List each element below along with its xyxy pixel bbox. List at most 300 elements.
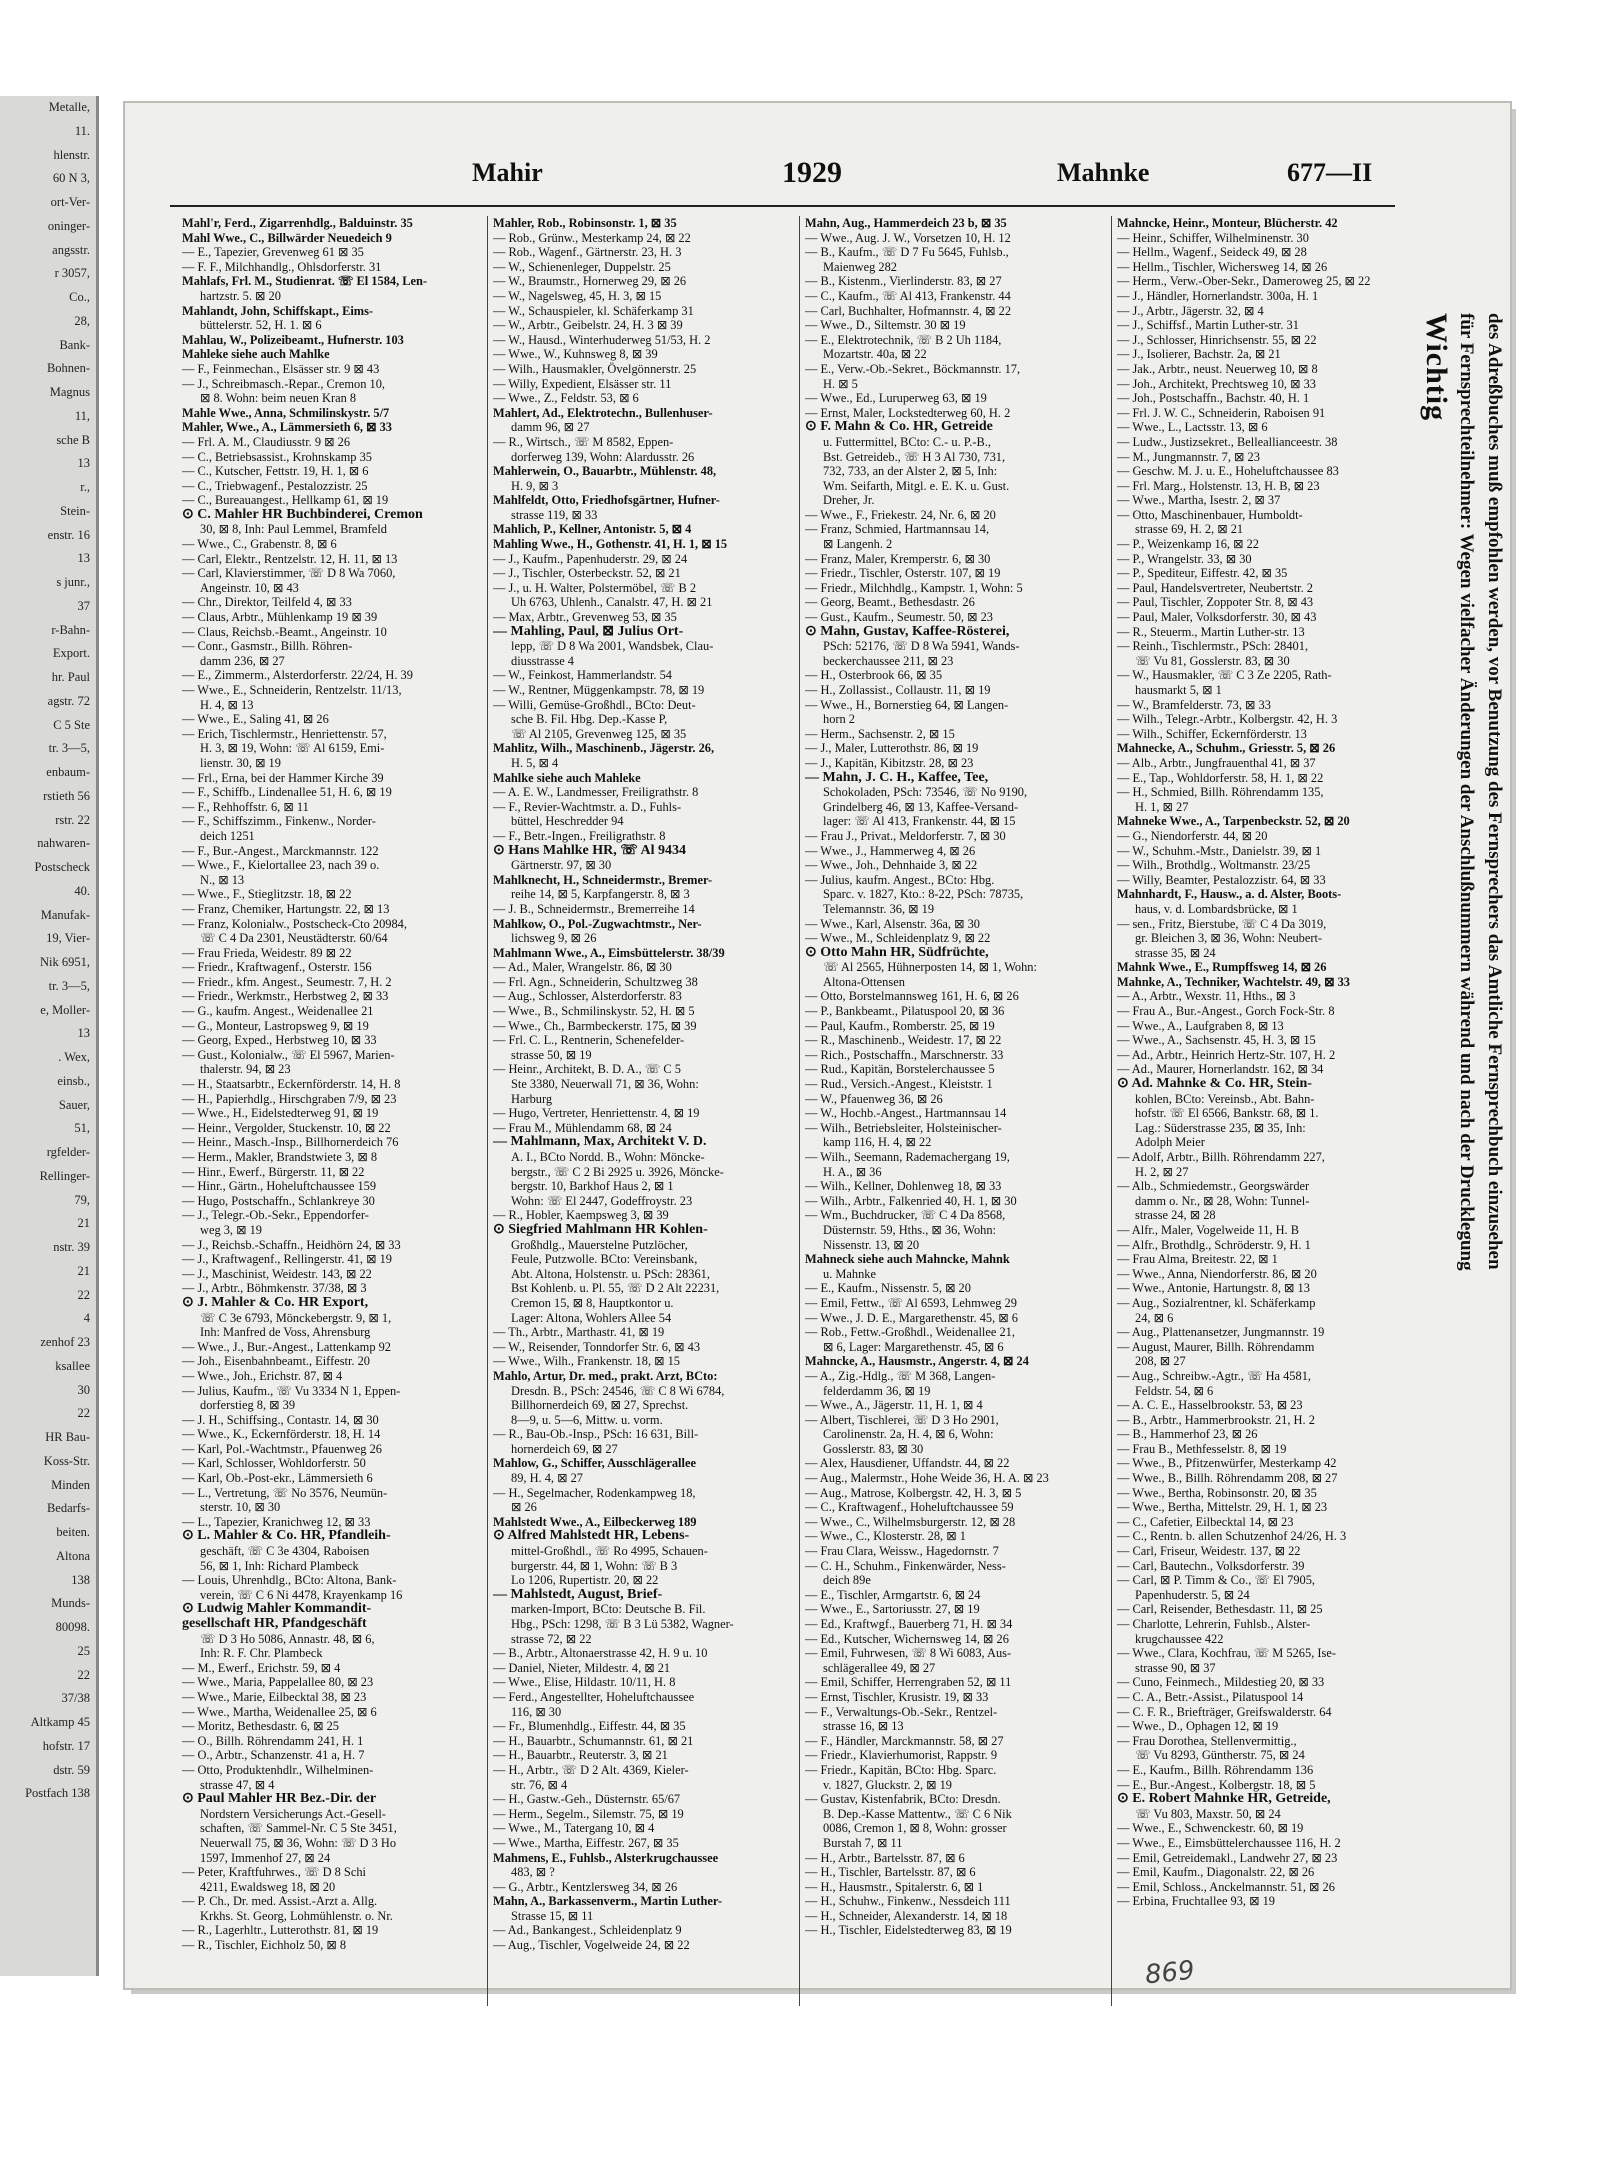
fragment-text: . Wex,	[58, 1050, 90, 1064]
fragment-text: Altkamp 45	[30, 1715, 90, 1729]
directory-entry: — Wwe., Z., Feldstr. 53, ⊠ 6	[493, 391, 639, 406]
directory-entry: — Wwe., J., Hammerweg 4, ⊠ 26	[805, 843, 976, 858]
directory-entry: deich 89e	[823, 1573, 871, 1588]
directory-entry: — Carl, Elektr., Rentzelstr. 12, H. 11, ⊠ 13	[182, 551, 398, 566]
directory-entry: — C., Kaufm., ☏ Al 413, Frankenstr. 44	[805, 288, 1011, 303]
directory-entry: — R., Hobler, Kaempsweg 3, ⊠ 39	[493, 1208, 669, 1223]
directory-entry: — E., Tapezier, Grevenweg 61 ⊠ 35	[182, 245, 364, 260]
directory-entry: — Willy, Expedient, Elsässer str. 11	[493, 376, 672, 391]
directory-entry: — Wwe., H., Eidelstedterweg 91, ⊠ 19	[182, 1106, 379, 1121]
directory-entry: — Albert, Tischlerei, ☏ D 3 Ho 2901,	[805, 1412, 999, 1427]
directory-entry: hornerdeich 69, ⊠ 27	[511, 1441, 618, 1456]
directory-entry: — Aug., Matrose, Kolbergstr. 42, H. 3, ⊠ 5	[805, 1485, 1022, 1500]
directory-entry: — B., Hammerhof 23, ⊠ 26	[1117, 1427, 1258, 1442]
header-last-name: Mahnke	[1057, 158, 1150, 187]
directory-entry: — H., Arbtr., Bartelsstr. 87, ⊠ 6	[805, 1850, 965, 1865]
directory-column-1	[182, 216, 480, 2006]
directory-entry: — Frau Clara, Weissw., Hagedornstr. 7	[805, 1544, 999, 1559]
directory-entry: — E., Kaufm., Billh. Röhrendamm 136	[1117, 1762, 1314, 1777]
directory-entry: — P., Weizenkamp 16, ⊠ 22	[1117, 537, 1259, 552]
directory-entry: — Wwe., Martha, Weidenallee 25, ⊠ 6	[182, 1704, 377, 1719]
directory-entry: — Claus, Reichsb.-Beamt., Angeinstr. 10	[182, 624, 387, 639]
directory-entry: — Frl. Marg., Holstenstr. 13, H. B, ⊠ 23	[1117, 478, 1320, 493]
directory-column-4	[1117, 216, 1407, 2006]
directory-entry: — Aug., Sozialrentner, kl. Schäferkamp	[1117, 1295, 1316, 1310]
directory-entry: gr. Bleichen 3, ⊠ 36, Wohn: Neubert-	[1135, 931, 1323, 946]
directory-entry: — Heinr., Schiffer, Wilhelminenstr. 30	[1117, 230, 1309, 245]
fragment-text: Rellinger-	[39, 1168, 90, 1183]
directory-entry: — Frau B., Methfesselstr. 8, ⊠ 19	[1117, 1441, 1287, 1456]
directory-entry: — Wilh., Arbtr., Falkenried 40, H. 1, ⊠ 30	[805, 1193, 1017, 1208]
directory-entry: Papenhuderstr. 5, ⊠ 24	[1135, 1587, 1250, 1602]
directory-entry: — Alb., Schmiedemstr., Georgswärder	[1117, 1179, 1310, 1194]
directory-entry: diusstrasse 4	[511, 653, 574, 668]
directory-entry: Mahl Wwe., C., Billwärder Neuedeich 9	[182, 230, 392, 245]
fragment-text: 22	[77, 1667, 90, 1682]
directory-entry: 8—9, u. 5—6, Mittw. u. vorm.	[511, 1412, 663, 1427]
directory-entry: — Conr., Gasmstr., Billh. Röhren-	[182, 639, 353, 654]
directory-entry: — Ad., Arbtr., Heinrich Hertz-Str. 107, H. 2	[1117, 1047, 1336, 1062]
directory-entry: — Frau A., Bur.-Angest., Gorch Fock-Str. 8	[1117, 1004, 1335, 1019]
directory-entry: — Wilh., Hausmakler, Övelgönnerstr. 25	[493, 361, 697, 376]
directory-entry: Wohn: ☏ El 2447, Godeffroystr. 23	[511, 1193, 693, 1208]
directory-entry: ⊙ L. Mahler & Co. HR, Pfandleih-	[182, 1529, 391, 1544]
directory-entry: — W., Schienenleger, Duppelstr. 25	[493, 259, 671, 274]
directory-entry: Mahlert, Ad., Elektrotechn., Bullenhuser-	[493, 405, 713, 420]
directory-entry: 116, ⊠ 30	[511, 1704, 562, 1719]
directory-entry: — Wilh., Kellner, Dohlenweg 18, ⊠ 33	[805, 1179, 1002, 1194]
directory-entry: — Wwe., Martha, Isestr. 2, ⊠ 37	[1117, 493, 1281, 508]
directory-entry: Harburg	[511, 1091, 553, 1106]
directory-entry: — Paul, Tischler, Zoppoter Str. 8, ⊠ 43	[1117, 595, 1314, 610]
fragment-text: r-Bahn-	[51, 622, 90, 637]
fragment-text: 13	[77, 456, 90, 471]
directory-entry: — W., Bramfelderstr. 73, ⊠ 33	[1117, 697, 1271, 712]
directory-entry: Mahlow, G., Schiffer, Ausschlägerallee	[493, 1456, 696, 1471]
directory-entry: — Wwe., W., Kuhnsweg 8, ⊠ 39	[493, 347, 658, 362]
fragment-text: s junr.,	[56, 575, 90, 589]
directory-entry: — Carl, Friseur, Weidestr. 137, ⊠ 22	[1117, 1544, 1301, 1559]
directory-entry: H. 2, ⊠ 27	[1135, 1164, 1189, 1179]
directory-entry: — Wwe., F., Kielortallee 23, nach 39 o.	[182, 858, 380, 873]
directory-entry: — Mahlstedt, August, Brief-	[493, 1587, 663, 1602]
directory-entry: Cremon 15, ⊠ 8, Hauptkontor u.	[511, 1295, 674, 1310]
directory-entry: Strasse 15, ⊠ 11	[511, 1908, 594, 1923]
directory-entry: — Franz, Chemiker, Hartungstr. 22, ⊠ 13	[182, 901, 390, 916]
directory-entry: — Louis, Uhrenhdlg., BCto: Altona, Bank-	[182, 1573, 397, 1588]
fragment-text: tr. 3—5,	[48, 978, 90, 993]
directory-entry: krugchaussee 422	[1135, 1631, 1224, 1646]
directory-entry: Mahneke Wwe., A., Tarpenbeckstr. 52, ⊠ 20	[1117, 814, 1350, 829]
directory-entry: — Georg, Exped., Herbstweg 10, ⊠ 33	[182, 1033, 377, 1048]
directory-entry: — Cuno, Feinmech., Mildestieg 20, ⊠ 33	[1117, 1675, 1325, 1690]
fragment-text: 60 N 3,	[52, 171, 90, 186]
directory-entry: strasse 119, ⊠ 33	[511, 507, 598, 522]
directory-entry: — Willy, Beamter, Pestalozzistr. 64, ⊠ 33	[1117, 872, 1326, 887]
directory-entry: — W., Hausd., Winterhuderweg 51/53, H. 2	[493, 332, 711, 347]
directory-entry: ⊙ Siegfried Mahlmann HR Kohlen-	[493, 1222, 708, 1237]
fragment-text: Bohnen-	[46, 361, 90, 376]
directory-entry: — Karl, Ob.-Post-ekr., Lämmersieth 6	[182, 1471, 373, 1486]
directory-entry: Adolph Meier	[1135, 1135, 1205, 1150]
directory-entry: H. 3, ⊠ 19, Wohn: ☏ Al 6159, Emi-	[200, 741, 385, 756]
directory-entry: A. I., BCto Nordd. B., Wohn: Möncke-	[511, 1150, 705, 1164]
directory-entry: — Rob., Wagenf., Gärtnerstr. 23, H. 3	[493, 245, 682, 260]
directory-entry: Mozartstr. 40a, ⊠ 22	[823, 347, 927, 362]
directory-entry: — J., Arbtr., Jägerstr. 32, ⊠ 4	[1117, 303, 1264, 318]
directory-entry: — J. B., Schneidermstr., Bremerreihe 14	[493, 901, 695, 916]
directory-entry: Mahnke, A., Techniker, Wachtelstr. 49, ⊠ 33	[1117, 974, 1350, 989]
directory-entry: — Emil, Schiffer, Herrengraben 52, ⊠ 11	[805, 1675, 1012, 1690]
directory-entry: Dreher, Jr.	[823, 493, 875, 508]
directory-entry: — F., Revier-Wachtmstr. a. D., Fuhls-	[493, 799, 682, 814]
directory-entry: ⊙ Paul Mahler HR Bez.-Dir. der	[182, 1792, 377, 1807]
directory-entry: — J., Schreibmasch.-Repar., Cremon 10,	[182, 376, 386, 391]
directory-entry: — Frl. A. M., Claudiusstr. 9 ⊠ 26	[182, 434, 351, 449]
directory-entry: Altona-Ottensen	[823, 974, 905, 989]
directory-entry: — J., u. H. Walter, Polstermöbel, ☏ B 2	[493, 580, 697, 595]
directory-entry: — Ernst, Tischler, Krusistr. 19, ⊠ 33	[805, 1689, 989, 1704]
fragment-text: 28,	[74, 313, 90, 328]
directory-entry: — J., Kapitän, Kibitzstr. 28, ⊠ 23	[805, 755, 974, 770]
directory-entry: — W., Rentner, Müggenkampstr. 78, ⊠ 19	[493, 683, 705, 697]
directory-entry: — Reinh., Tischlermstr., PSch: 28401,	[1117, 639, 1309, 654]
directory-entry: — E., Verw.-Ob.-Sekret., Böckmannstr. 17,	[805, 361, 1021, 376]
directory-entry: — J., Telegr.-Ob.-Sekr., Eppendorfer-	[182, 1208, 369, 1223]
directory-entry: — Emil, Getreidemakl., Landwehr 27, ⊠ 23	[1117, 1850, 1338, 1865]
directory-entry: — Daniel, Nieter, Mildestr. 4, ⊠ 21	[493, 1660, 671, 1675]
directory-entry: — Wwe., Anna, Niendorferstr. 86, ⊠ 20	[1117, 1266, 1317, 1281]
directory-entry: Mahlo, Artur, Dr. med., prakt. Arzt, BCto:	[493, 1368, 718, 1383]
directory-entry: Mahneck siehe auch Mahncke, Mahnk	[805, 1252, 1010, 1267]
directory-entry: — A. E. W., Landmesser, Freiligrathstr. 8	[493, 785, 699, 800]
directory-entry: — Wwe., D., Ophagen 12, ⊠ 19	[1117, 1719, 1279, 1734]
directory-entry: strasse 24, ⊠ 28	[1135, 1208, 1216, 1223]
directory-entry: Nordstern Versicherungs Act.-Gesell-	[200, 1806, 386, 1821]
fragment-text: 80098.	[55, 1620, 90, 1634]
directory-entry: — Erich, Tischlermstr., Henriettenstr. 57,	[182, 726, 387, 741]
directory-entry: — Friedr., Kapitän, BCto: Hbg. Sparc.	[805, 1762, 997, 1777]
directory-entry: — Wwe., C., Grabenstr. 8, ⊠ 6	[182, 537, 337, 552]
directory-entry: H. A., ⊠ 36	[823, 1164, 882, 1179]
directory-entry: hausmarkt 5, ⊠ 1	[1135, 683, 1222, 697]
directory-entry: — Otto, Maschinenbauer, Humboldt-	[1117, 507, 1303, 522]
directory-entry: — Ad., Maler, Wrangelstr. 86, ⊠ 30	[493, 960, 672, 975]
telephone-notice	[1413, 313, 1508, 1773]
fragment-text: Nik 6951,	[40, 955, 90, 969]
directory-entry: — H., Bauarbtr., Reuterstr. 3, ⊠ 21	[493, 1748, 668, 1763]
directory-entry: — C., Betriebsassist., Krohnskamp 35	[182, 449, 372, 464]
directory-entry: — Ad., Bankangest., Schleidenplatz 9	[493, 1923, 682, 1938]
directory-entry: Mahler, Rob., Robinsonstr. 1, ⊠ 35	[493, 216, 677, 230]
directory-entry: — Franz, Kolonialw., Postscheck-Cto 20984,	[182, 916, 407, 931]
directory-entry: Gärtnerstr. 97, ⊠ 30	[511, 858, 612, 873]
notice-line-2: des Adreßbuches muß empfohlen werden, vor Benutzung des Fernsprechers das Amtliche Fernsprechbuch einzusehen	[1484, 313, 1505, 1270]
directory-entry: — Friedr., Werkmstr., Herbstweg 2, ⊠ 33	[182, 989, 389, 1004]
directory-entry: — Wwe., A., Laufgraben 8, ⊠ 13	[1117, 1018, 1284, 1033]
directory-entry: — H., Segelmacher, Rodenkampweg 18,	[493, 1485, 696, 1500]
directory-entry: — Wwe., Joh., Erichstr. 87, ⊠ 4	[182, 1368, 343, 1383]
directory-entry: — Wwe., Martha, Eiffestr. 267, ⊠ 35	[493, 1835, 679, 1850]
directory-entry: — P., Spediteur, Eiffestr. 42, ⊠ 35	[1117, 566, 1288, 581]
directory-entry: — Karl, Schlosser, Wohldorferstr. 50	[182, 1456, 366, 1471]
directory-entry: N., ⊠ 13	[200, 872, 245, 887]
directory-entry: Billhornerdeich 69, ⊠ 27, Sprechst.	[511, 1398, 689, 1413]
directory-column-3	[805, 216, 1103, 2006]
directory-entry: Feule, Putzwolle. BCto: Vereinsbank,	[511, 1252, 698, 1267]
directory-entry: — Heinr., Architekt, B. D. A., ☏ C 5	[493, 1062, 681, 1077]
directory-entry: ⊙ Ludwig Mahler Kommandit-	[182, 1602, 372, 1617]
directory-entry: — Ad., Maurer, Hornerlandstr. 162, ⊠ 34	[1117, 1062, 1324, 1077]
directory-entry: — R., Lagerhltr., Lutterothstr. 81, ⊠ 19	[182, 1923, 379, 1938]
fragment-text: Stein-	[60, 503, 90, 518]
directory-entry: — R., Wirtsch., ☏ M 8582, Eppen-	[493, 434, 674, 449]
directory-entry: verein, ☏ C 6 Ni 4478, Krayenkamp 16	[200, 1587, 403, 1602]
directory-entry: 732, 733, an der Alster 2, ⊠ 5, Inh:	[823, 464, 998, 479]
directory-entry: Gosslerstr. 83, ⊠ 30	[823, 1441, 924, 1456]
directory-entry: Inh: R. F. Chr. Plambeck	[200, 1646, 323, 1661]
directory-entry: — P., Wrangelstr. 33, ⊠ 30	[1117, 551, 1252, 566]
directory-entry: haus, v. d. Lombardsbrücke, ⊠ 1	[1135, 901, 1298, 916]
directory-entry: — Aug., Plattenansetzer, Jungmannstr. 19	[1117, 1325, 1325, 1340]
directory-entry: — H., Hausmstr., Spitalerstr. 6, ⊠ 1	[805, 1879, 984, 1894]
page-header	[125, 158, 1510, 198]
directory-entry: — Emil, Fettw., ☏ Al 6593, Lehmweg 29	[805, 1295, 1017, 1310]
directory-entry: Mahn, Aug., Hammerdeich 23 b, ⊠ 35	[805, 216, 1007, 230]
directory-entry: H. ⊠ 5	[823, 376, 858, 391]
directory-entry: lepp, ☏ D 8 Wa 2001, Wandsbek, Clau-	[511, 639, 714, 654]
directory-entry: Mahle Wwe., Anna, Schmilinskystr. 5/7	[182, 405, 390, 420]
directory-entry: — P. Ch., Dr. med. Assist.-Arzt a. Allg.	[182, 1894, 378, 1909]
directory-entry: ⊙ Otto Mahn HR, Südfrüchte,	[805, 945, 989, 960]
directory-entry: — H., Arbtr., ☏ D 2 Alt. 4369, Kieler-	[493, 1762, 689, 1777]
fragment-text: beiten.	[56, 1525, 90, 1539]
directory-entry: Mahlmann Wwe., A., Eimsbüttelerstr. 38/39	[493, 945, 725, 960]
directory-entry: — F., Schiffszimm., Finkenw., Norder-	[182, 814, 376, 829]
header-divider	[170, 205, 1395, 207]
directory-entry: — Wwe., E., Schneiderin, Rentzelstr. 11/13,	[182, 683, 402, 697]
directory-entry: horn 2	[823, 712, 856, 727]
directory-entry: — Wwe., Elise, Hildastr. 10/11, H. 8	[493, 1675, 676, 1690]
directory-entry: — Hellm., Tischler, Wichersweg 14, ⊠ 26	[1117, 259, 1328, 274]
directory-entry: — Wwe., E., Eimsbüttelerchaussee 116, H. 2	[1117, 1835, 1341, 1850]
directory-entry: — Willi, Gemüse-Großhdl., BCto: Deut-	[493, 697, 696, 712]
directory-entry: — B., Arbtr., Hammerbrookstr. 21, H. 2	[1117, 1412, 1315, 1427]
fragment-text: 19, Vier-	[46, 931, 90, 946]
directory-entry: — F., Feinmechan., Elsässer str. 9 ⊠ 43	[182, 361, 380, 376]
directory-entry: — Friedr., Milchhdlg., Kampstr. 1, Wohn: 5	[805, 580, 1023, 595]
handwritten-annotation: 869	[1143, 1955, 1197, 1991]
directory-entry: — Franz, Schmied, Hartmannsau 14,	[805, 522, 990, 537]
directory-entry: — Adolf, Arbtr., Billh. Röhrendamm 227,	[1117, 1150, 1325, 1164]
directory-entry: — Frl. J. W. C., Schneiderin, Raboisen 91	[1117, 405, 1326, 420]
directory-entry: — W., Pfauenweg 36, ⊠ 26	[805, 1091, 943, 1106]
directory-entry: u. Futtermittel, BCto: C.- u. P.-B.,	[823, 434, 991, 449]
directory-entry: — R., Bau-Ob.-Insp., PSch: 16 631, Bill-	[493, 1427, 699, 1442]
directory-entry: Neuerwall 75, ⊠ 36, Wohn: ☏ D 3 Ho	[200, 1835, 397, 1850]
directory-entry: — Herm., Makler, Brandstwiete 3, ⊠ 8	[182, 1150, 378, 1164]
directory-entry: — Rud., Versich.-Angest., Kleiststr. 1	[805, 1077, 993, 1092]
directory-entry: — Wwe., Antonie, Hartungstr. 8, ⊠ 13	[1117, 1281, 1310, 1296]
directory-entry: — Chr., Direktor, Teilfeld 4, ⊠ 33	[182, 595, 352, 610]
fragment-text: oninger-	[47, 218, 90, 233]
directory-entry: reihe 14, ⊠ 5, Karpfangerstr. 8, ⊠ 3	[511, 887, 690, 902]
directory-entry: — Frl. Agn., Schneiderin, Schultzweg 38	[493, 974, 698, 989]
directory-entry: — Hellm., Wagenf., Seideck 49, ⊠ 28	[1117, 245, 1307, 260]
directory-entry: Mahlke siehe auch Mahleke	[493, 770, 641, 785]
directory-entry: strasse 35, ⊠ 24	[1135, 945, 1216, 960]
directory-entry: Inh: Manfred de Voss, Ahrensburg	[200, 1325, 371, 1340]
directory-entry: — Frau J., Privat., Meldorferstr. 7, ⊠ 30	[805, 828, 1006, 843]
directory-entry: — Charlotte, Lehrerin, Fuhlsb., Alster-	[1117, 1617, 1311, 1631]
directory-entry: — H., Tischler, Bartelsstr. 87, ⊠ 6	[805, 1865, 976, 1880]
directory-entry: — Wwe., Ed., Luruperweg 63, ⊠ 19	[805, 391, 987, 406]
directory-entry: — Wm., Buchdrucker, ☏ C 4 Da 8568,	[805, 1208, 1006, 1223]
directory-entry: ☏ Vu 8293, Güntherstr. 75, ⊠ 24	[1135, 1748, 1305, 1763]
fragment-text: HR Bau-	[45, 1430, 90, 1444]
directory-entry: 4211, Ewaldsweg 18, ⊠ 20	[200, 1879, 336, 1894]
fragment-text: 21	[77, 1216, 90, 1231]
directory-entry: — Friedr., kfm. Angest., Seumestr. 7, H. 2	[182, 974, 392, 989]
directory-entry: Maienweg 282	[823, 259, 897, 274]
directory-entry: — A., Arbtr., Wexstr. 11, Hths., ⊠ 3	[1117, 989, 1296, 1004]
directory-entry: — Erbina, Fruchtallee 93, ⊠ 19	[1117, 1894, 1275, 1909]
directory-entry: — Wwe., Maria, Pappelallee 80, ⊠ 23	[182, 1675, 374, 1690]
fragment-text: r 3057,	[54, 266, 90, 281]
directory-entry: — C., Triebwagenf., Pestalozzistr. 25	[182, 478, 368, 493]
directory-entry: bergstr. 10, Barkhof Haus 2, ⊠ 1	[511, 1179, 674, 1194]
directory-entry: — Joh., Postschaffn., Bachstr. 40, H. 1	[1117, 391, 1310, 406]
directory-entry: — J., Arbtr., Böhmkenstr. 37/38, ⊠ 3	[182, 1281, 367, 1296]
directory-entry: Mahmens, E., Fuhlsb., Alsterkrugchaussee	[493, 1850, 719, 1865]
directory-entry: Düsternstr. 59, Hths., ⊠ 36, Wohn:	[823, 1222, 996, 1237]
directory-entry: — Wwe., A., Sachsenstr. 45, H. 3, ⊠ 15	[1117, 1033, 1316, 1048]
directory-entry: burgerstr. 44, ⊠ 1, Wohn: ☏ B 3	[511, 1558, 678, 1573]
directory-entry: — R., Steuerm., Martin Luther-str. 13	[1117, 624, 1305, 639]
directory-entry: — J., Maschinist, Weidestr. 143, ⊠ 22	[182, 1266, 372, 1281]
directory-entry: — Wwe., E., Saling 41, ⊠ 26	[182, 712, 329, 727]
directory-entry: — F. F., Milchhandlg., Ohlsdorferstr. 31	[182, 259, 382, 274]
fragment-text: r.,	[80, 480, 90, 494]
directory-entry: — Frl., Erna, bei der Hammer Kirche 39	[182, 770, 384, 785]
directory-entry: — Frau M., Mühlendamm 68, ⊠ 24	[493, 1120, 672, 1135]
directory-entry: — Friedr., Kraftwagenf., Osterstr. 156	[182, 960, 372, 975]
directory-entry: Abt. Altona, Holstenstr. u. PSch: 28361,	[511, 1266, 710, 1281]
directory-entry: ☏ Vu 81, Gosslerstr. 83, ⊠ 30	[1135, 653, 1290, 668]
fragment-text: hofstr. 17	[42, 1738, 90, 1753]
directory-entry: Mahncke, A., Hausmstr., Angerstr. 4, ⊠ 24	[805, 1354, 1029, 1369]
directory-entry: — Julius, kaufm. Angest., BCto: Hbg.	[805, 872, 995, 887]
fragment-text: Koss-Str.	[43, 1453, 90, 1468]
directory-entry: — Julius, Kaufm., ☏ Vu 3334 N 1, Eppen-	[182, 1383, 401, 1398]
directory-entry: — J., Maler, Lutterothstr. 86, ⊠ 19	[805, 741, 979, 756]
directory-entry: — Rob., Fettw.-Großhdl., Weidenallee 21,	[805, 1325, 1015, 1340]
directory-entry: — Hugo, Postschaffn., Schlankreye 30	[182, 1193, 375, 1208]
directory-entry: — Wwe., E., Schwenckestr. 60, ⊠ 19	[1117, 1821, 1304, 1836]
fragment-text: dstr. 59	[53, 1762, 90, 1777]
directory-entry: — Carl, Buchhalter, Hofmannstr. 4, ⊠ 22	[805, 303, 1012, 318]
fragment-text: Co.,	[69, 290, 90, 304]
directory-entry: — Carl, Reisender, Bethesdastr. 11, ⊠ 25	[1117, 1602, 1323, 1617]
directory-entry: deich 1251	[200, 828, 255, 843]
fragment-text: Postfach 138	[25, 1786, 90, 1801]
fragment-text: rgfelder-	[46, 1145, 90, 1159]
directory-entry: — Carl, Bautechn., Volksdorferstr. 39	[1117, 1558, 1305, 1573]
page-number: 677—II	[1287, 158, 1373, 187]
directory-entry: — M., Ewerf., Erichstr. 59, ⊠ 4	[182, 1660, 341, 1675]
directory-entry: — E., Elektrotechnik, ☏ B 2 Uh 1184,	[805, 332, 1002, 347]
directory-entry: Mahlknecht, H., Schneidermstr., Bremer-	[493, 872, 713, 887]
directory-column-2	[493, 216, 791, 2006]
fragment-text: Manufak-	[40, 907, 90, 922]
directory-entry: Ste 3380, Neuerwall 71, ⊠ 36, Wohn:	[511, 1077, 699, 1092]
directory-entry: — B., Kaufm., ☏ D 7 Fu 5645, Fuhlsb.,	[805, 245, 1009, 260]
directory-entry: B. Dep.-Kasse Mattentw., ☏ C 6 Nik	[823, 1806, 1012, 1821]
directory-entry: Sparc. v. 1827, Kto.: 8-22, PSch: 78735,	[823, 887, 1024, 902]
directory-entry: Mahlkow, O., Pol.-Zugwachtmstr., Ner-	[493, 916, 702, 931]
directory-entry: — Frau Frieda, Weidestr. 89 ⊠ 22	[182, 945, 352, 960]
directory-entry: — Alb., Arbtr., Jungfrauenthal 41, ⊠ 37	[1117, 755, 1316, 770]
directory-entry: strasse 47, ⊠ 4	[200, 1777, 275, 1792]
directory-entry: — Wilh., Seemann, Rademachergang 19,	[805, 1150, 1010, 1164]
fragment-text: 79,	[74, 1192, 90, 1207]
directory-entry: — E., Kaufm., Nissenstr. 5, ⊠ 20	[805, 1281, 971, 1296]
directory-entry: — Wwe., H., Bornerstieg 64, ⊠ Langen-	[805, 697, 1009, 712]
directory-entry: kohlen, BCto: Vereinsb., Abt. Bahn-	[1135, 1091, 1315, 1106]
directory-entry: Wm. Seifarth, Mitgl. e. E. K. u. Gust.	[823, 478, 1010, 493]
directory-entry: — O., Arbtr., Schanzenstr. 41 a, H. 7	[182, 1748, 365, 1763]
fragment-text: 22	[77, 1287, 90, 1302]
directory-entry: dorferstieg 8, ⊠ 39	[200, 1398, 296, 1413]
directory-entry: PSch: 52176, ☏ D 8 Wa 5941, Wands-	[823, 639, 1020, 654]
directory-entry: mittel-Großhdl., ☏ Ro 4995, Schauen-	[511, 1544, 708, 1559]
directory-entry: Feldstr. 54, ⊠ 6	[1135, 1383, 1214, 1398]
directory-entry: — W., Hochb.-Angest., Hartmannsau 14	[805, 1106, 1007, 1121]
directory-entry: — Wwe., K., Eckernförderstr. 18, H. 14	[182, 1427, 381, 1442]
fragment-text: einsb.,	[57, 1073, 90, 1088]
directory-entry: — C., Kraftwagenf., Hoheluftchaussee 59	[805, 1500, 1014, 1515]
directory-entry: Mahlitz, Wilh., Maschinenb., Jägerstr. 26,	[493, 741, 715, 756]
fragment-text: agstr. 72	[47, 693, 90, 708]
directory-entry: — Wwe., L., Lactsstr. 13, ⊠ 6	[1117, 420, 1268, 435]
directory-entry: — Mahn, J. C. H., Kaffee, Tee,	[805, 770, 989, 785]
fragment-text: rstr. 22	[55, 812, 90, 827]
directory-entry: ☏ C 3e 6793, Mönckebergstr. 9, ⊠ 1,	[200, 1310, 392, 1325]
directory-entry: Grindelberg 46, ⊠ 13, Kaffee-Versand-	[823, 799, 1019, 814]
directory-entry: — Wwe., D., Siltemstr. 30 ⊠ 19	[805, 318, 966, 333]
directory-entry: — Rud., Kapitän, Borstelerchaussee 5	[805, 1062, 995, 1077]
directory-entry: — J., Schiffsf., Martin Luther-str. 31	[1117, 318, 1299, 333]
directory-entry: Carolinenstr. 2a, H. 4, ⊠ 6, Wohn:	[823, 1427, 994, 1442]
directory-entry: Dresdn. B., PSch: 24546, ☏ C 8 Wi 6784,	[511, 1383, 725, 1398]
directory-entry: Mahlfeldt, Otto, Friedhofsgärtner, Hufner-	[493, 493, 720, 508]
directory-entry: büttel, Heschredder 94	[511, 814, 624, 829]
directory-entry: lienstr. 30, ⊠ 19	[200, 755, 281, 770]
directory-entry: — A. C. E., Hasselbrookstr. 53, ⊠ 23	[1117, 1398, 1303, 1413]
directory-entry: — W., Hausmakler, ☏ C 3 Ze 2205, Rath-	[1117, 668, 1332, 683]
directory-entry: — F., Schiffb., Lindenallee 51, H. 6, ⊠ 19	[182, 785, 392, 800]
directory-entry: Bst. Getreideb., ☏ H 3 Al 730, 731,	[823, 449, 1006, 464]
directory-entry: schaften, ☏ Sammel-Nr. C 5 Ste 3451,	[200, 1821, 397, 1836]
fragment-text: Munds-	[51, 1596, 90, 1611]
directory-entry: — Wwe., Aug. J. W., Vorsetzen 10, H. 12	[805, 230, 1011, 245]
directory-entry: — P., Bankbeamt., Pilatuspool 20, ⊠ 36	[805, 1004, 1005, 1019]
directory-entry: — F., Betr.-Ingen., Freiligrathstr. 8	[493, 828, 666, 843]
column-divider	[487, 216, 488, 2006]
directory-entry: — Wwe., A., Jägerstr. 11, H. 1, ⊠ 4	[805, 1398, 983, 1413]
directory-entry: — C., Kutscher, Fettstr. 19, H. 1, ⊠ 6	[182, 464, 369, 479]
directory-entry: — Ernst, Maler, Lockstedterweg 60, H. 2	[805, 405, 1011, 420]
